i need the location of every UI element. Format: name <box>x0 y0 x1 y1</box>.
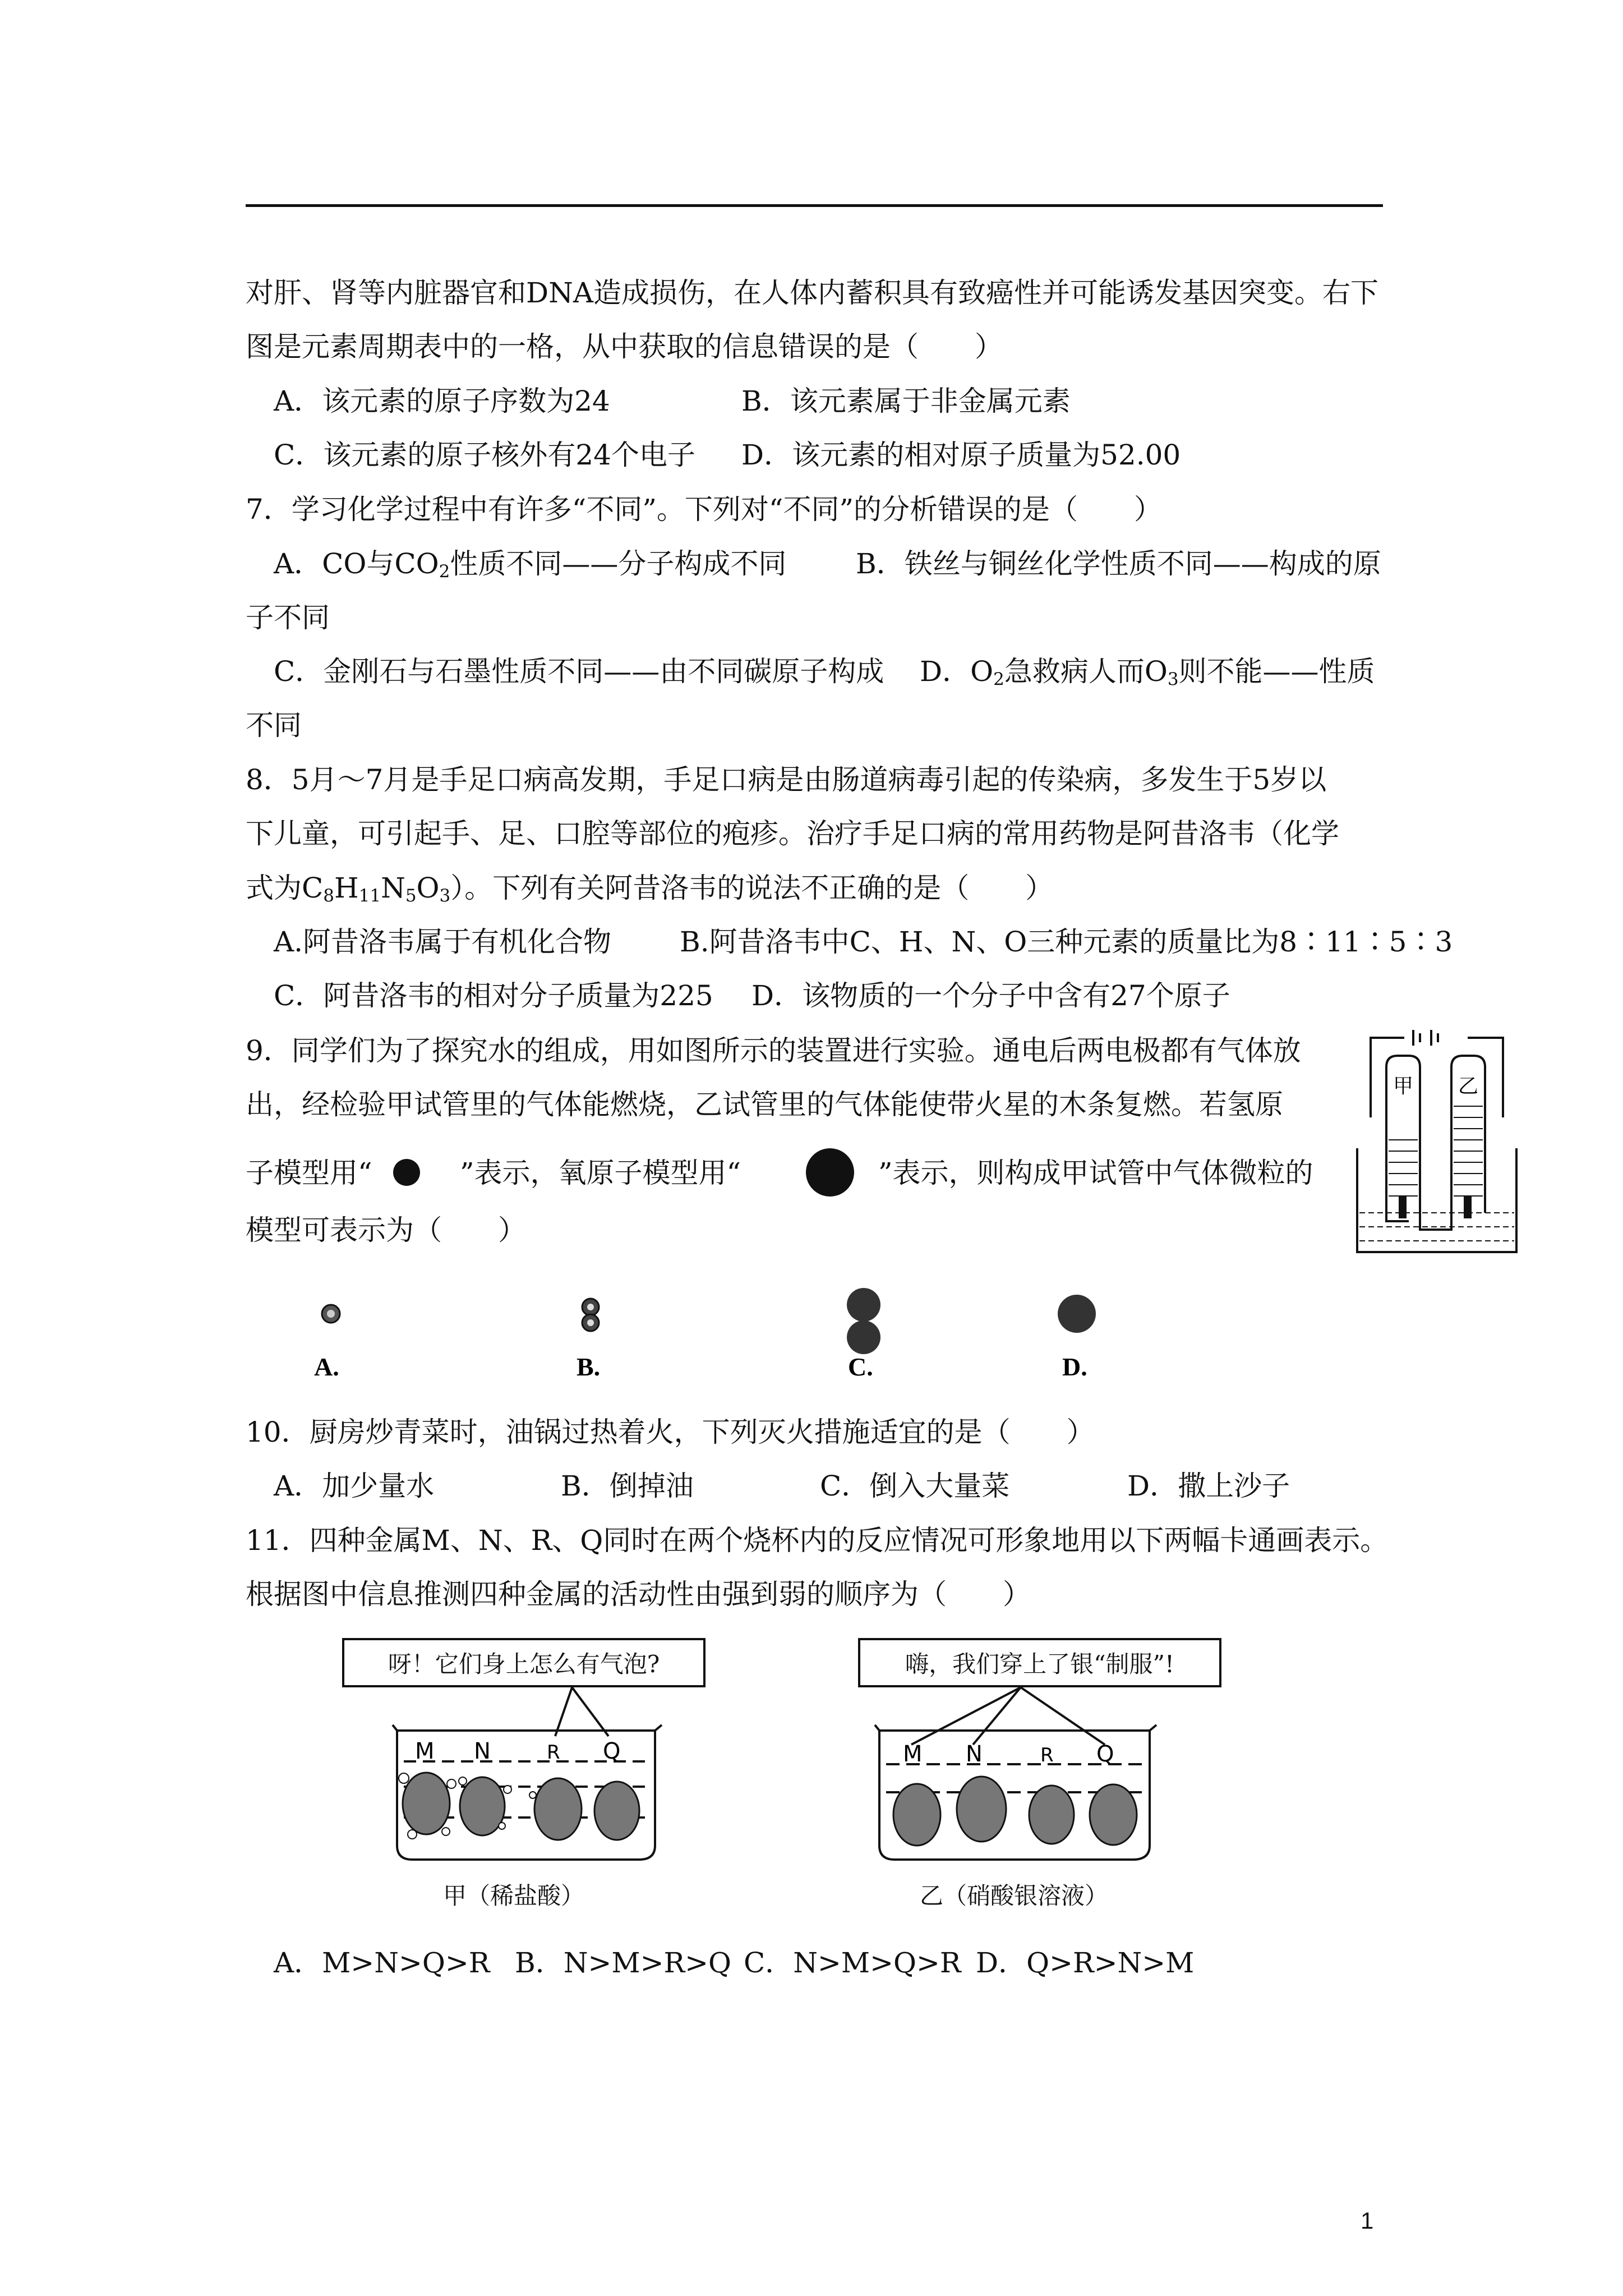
q11-option-c: C．N>M>Q>R <box>744 1947 961 1979</box>
q9-line3-end: ”表示，则构成甲试管中气体微粒的 <box>878 1157 1313 1189</box>
q6-option-d: D．该元素的相对原子质量为52.00 <box>741 439 1181 471</box>
option-a-model <box>322 1305 340 1323</box>
q10-option-b: B．倒掉油 <box>561 1470 694 1502</box>
oxygen-atom-model-icon <box>802 1144 858 1200</box>
metal-label-n-left: N <box>474 1738 491 1764</box>
q9-options-figure <box>314 1290 1133 1391</box>
tube-label-yi: 乙 <box>1458 1075 1479 1098</box>
q11-option-a: A．M>N>Q>R <box>274 1947 490 1979</box>
q6-option-c: C．该元素的原子核外有24个电子 <box>274 439 695 471</box>
q10-option-c: C．倒入大量菜 <box>820 1470 1010 1502</box>
option-c-model <box>847 1288 880 1354</box>
caption-left-beaker: 甲（稀盐酸） <box>443 1882 585 1910</box>
cartoon-right-speech-bubble: 嗨，我们穿上了银“制服”! <box>858 1638 1221 1687</box>
q9-line3-middle: ”表示，氧原子模型用“ <box>460 1157 741 1189</box>
q11-option-b: B．N>M>R>Q <box>515 1947 732 1979</box>
q7-option-b: B．铁丝与铜丝化学性质不同——构成的原 <box>856 547 1381 580</box>
q9-line1: 9．同学们为了探究水的组成，用如图所示的装置进行实验。通电后两电极都有气体放 <box>246 1034 1301 1067</box>
q9-option-c-label: C. <box>848 1352 873 1381</box>
q9-line4: 模型可表示为（ ） <box>246 1214 526 1246</box>
q6-option-b: B．该元素属于非金属元素 <box>741 385 1071 417</box>
q7-option-d-continued: 不同 <box>246 709 302 742</box>
q11-line2: 根据图中信息推测四种金属的活动性由强到弱的顺序为（ ） <box>246 1578 1031 1611</box>
q7-option-c: C．金刚石与石墨性质不同——由不同碳原子构成 <box>274 655 884 688</box>
q10-option-a: A．加少量水 <box>274 1470 435 1502</box>
q7-stem: 7．学习化学过程中有许多“不同”。下列对“不同”的分析错误的是（ ） <box>246 493 1163 526</box>
electrolysis-apparatus-diagram <box>1353 1028 1521 1269</box>
page-number: 1 <box>1361 2207 1374 2234</box>
q6-line1: 对肝、肾等内脏器官和DNA造成损伤，在人体内蓄积具有致癌性并可能诱发基因突变。右下 <box>246 277 1378 309</box>
option-b-model <box>582 1299 599 1331</box>
beaker-silver-nitrate-cartoon <box>869 1683 1161 1868</box>
q11-option-d: D．Q>R>N>M <box>976 1947 1195 1979</box>
q9-line3-start: 子模型用“ <box>246 1157 372 1189</box>
q6-option-a: A．该元素的原子序数为24 <box>274 385 610 417</box>
q6-line2: 图是元素周期表中的一格，从中获取的信息错误的是（ ） <box>246 330 1003 363</box>
option-d-model <box>1058 1295 1096 1333</box>
metal-label-r-right: R <box>1040 1744 1054 1766</box>
q9-option-d-label: D. <box>1062 1352 1087 1381</box>
q7-option-d: D．$O_2$急救病人而$O_3$则不能——性质 <box>920 655 1375 689</box>
q9-option-a-label: A. <box>314 1352 339 1381</box>
tube-label-jia: 甲 <box>1393 1075 1414 1098</box>
q8-option-b: B.阿昔洛韦中C、H、N、O三种元素的质量比为8∶11∶5∶3 <box>680 926 1453 958</box>
header-rule <box>246 204 1383 207</box>
q11-line1: 11．四种金属M、N、R、Q同时在两个烧杯内的反应情况可形象地用以下两幅卡通画表示。 <box>246 1524 1389 1557</box>
q8-option-a: A.阿昔洛韦属于有机化合物 <box>274 926 612 958</box>
metal-label-n-right: N <box>966 1741 983 1767</box>
q8-option-d: D．该物质的一个分子中含有27个原子 <box>751 979 1230 1012</box>
metal-label-r-left: R <box>547 1741 560 1764</box>
q10-stem: 10．厨房炒青菜时，油锅过热着火，下列灭火措施适宜的是（ ） <box>246 1416 1095 1448</box>
caption-right-beaker: 乙（硝酸银溶液） <box>920 1882 1109 1910</box>
q7-option-a: A．CO与$CO_2$性质不同——分子构成不同 <box>274 547 787 582</box>
metal-label-m-left: M <box>415 1738 435 1764</box>
q9-option-b-label: B. <box>577 1352 601 1381</box>
cartoon-left-speech-bubble: 呀！它们身上怎么有气泡? <box>342 1638 706 1687</box>
hydrogen-atom-model-icon <box>387 1156 426 1189</box>
metal-label-m-right: M <box>903 1741 923 1767</box>
beaker-hydrochloric-acid-cartoon <box>387 1683 667 1868</box>
metal-label-q-right: Q <box>1096 1741 1114 1767</box>
q8-option-c: C．阿昔洛韦的相对分子质量为225 <box>274 979 713 1012</box>
q9-line2: 出，经检验甲试管里的气体能燃烧，乙试管里的气体能使带火星的木条复燃。若氢原 <box>246 1088 1283 1121</box>
q8-line2: 下儿童，可引起手、足、口腔等部位的疱疹。治疗手足口病的常用药物是阿昔洛韦（化学 <box>246 817 1339 850</box>
q7-option-b-continued: 子不同 <box>246 601 330 634</box>
q8-line1: 8．5月～7月是手足口病高发期，手足口病是由肠道病毒引起的传染病，多发生于5岁以 <box>246 763 1327 796</box>
q10-option-d: D．撒上沙子 <box>1127 1470 1290 1502</box>
q8-line3: 式为$C_8H_{11}N_5O_3$）。下列有关阿昔洛韦的说法不正确的是（ ） <box>246 872 1054 906</box>
metal-label-q-left: Q <box>603 1738 621 1764</box>
